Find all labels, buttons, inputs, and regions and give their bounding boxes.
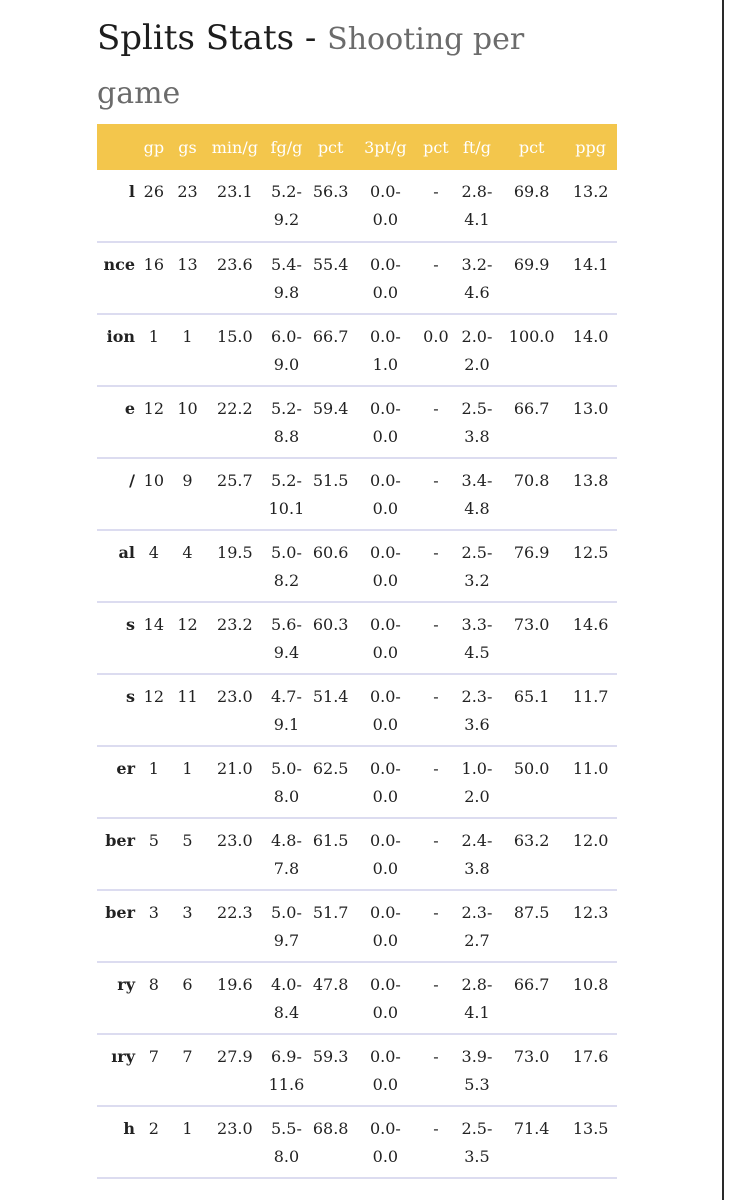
cell-gs: 5 — [182, 831, 193, 850]
cell-3pt — [354, 602, 417, 674]
cell-fg-line: 4.8- — [271, 831, 302, 850]
cell-fg — [265, 890, 307, 962]
cell-fg — [265, 746, 307, 818]
cell-3pt-line: 0.0- — [369, 182, 401, 201]
cell-split: s — [125, 687, 135, 706]
cell-3pt-line: 0.0 — [372, 1075, 399, 1094]
cell-ft-line: 4.6 — [464, 283, 490, 302]
cell-fg-pct: 62.5 — [312, 759, 349, 778]
cell-ft — [455, 242, 499, 314]
cell-fg-line: 5.4- — [271, 255, 302, 274]
cell-fg-line: 9.7 — [273, 931, 300, 950]
cell-fg-line: 4.7- — [271, 687, 302, 706]
table-row — [97, 1034, 617, 1106]
cell-ft-line: 4.1 — [464, 1003, 490, 1022]
title-main: Splits Stats - — [97, 18, 328, 58]
cell-gp: 1 — [148, 759, 159, 778]
cell-ft — [455, 602, 499, 674]
cell-3pt — [354, 818, 417, 890]
cell-gp: 16 — [143, 255, 165, 274]
cell-3pt-pct: - — [433, 831, 439, 850]
cell-min: 19.5 — [217, 543, 253, 562]
cell-fg-line: 9.0 — [273, 355, 300, 374]
cell-split: s — [125, 615, 135, 634]
title-sub: Shooting per game — [97, 22, 525, 111]
cell-ft-line: 3.2- — [461, 255, 493, 274]
cell-3pt-line: 0.0 — [372, 1003, 399, 1022]
cell-ft — [455, 458, 499, 530]
cell-fg-line: 5.2- — [271, 399, 302, 418]
cell-3pt-pct: - — [433, 975, 439, 994]
cell-gs: 6 — [182, 975, 193, 994]
cell-ft-line: 3.9- — [461, 1047, 493, 1066]
cell-split: ion — [106, 327, 135, 346]
cell-fg-line: 8.4 — [273, 1003, 300, 1022]
header-ppg[interactable]: ppg — [575, 137, 607, 157]
cell-ppg: 13.5 — [572, 1119, 609, 1138]
cell-ft-line: 4.5 — [464, 643, 490, 662]
cell-ft-pct: 76.9 — [513, 543, 550, 562]
table-header-row — [97, 124, 617, 170]
cell-ft-line: 3.2 — [464, 571, 490, 590]
cell-split: er — [116, 759, 135, 778]
cell-fg — [265, 602, 307, 674]
table-row — [97, 962, 617, 1034]
cell-min: 15.0 — [217, 327, 253, 346]
cell-ft-line: 2.4- — [461, 831, 493, 850]
cell-3pt-pct: - — [433, 903, 439, 922]
cell-ft — [455, 170, 499, 242]
page-title — [97, 12, 597, 120]
cell-fg — [265, 242, 307, 314]
cell-3pt-line: 0.0- — [369, 687, 401, 706]
header-fg-pct[interactable]: pct — [317, 137, 344, 157]
cell-3pt-pct: - — [433, 1119, 439, 1138]
cell-fg-line: 9.2 — [273, 210, 300, 229]
cell-3pt — [354, 530, 417, 602]
cell-gp: 26 — [143, 182, 165, 201]
cell-ft-line: 3.6 — [464, 715, 490, 734]
cell-gp: 14 — [143, 615, 165, 634]
cell-ft-line: 2.3- — [461, 903, 493, 922]
cell-min: 23.0 — [217, 831, 253, 850]
cell-gs: 12 — [177, 615, 198, 634]
header-gp[interactable]: gp — [143, 137, 165, 157]
cell-ft — [455, 962, 499, 1034]
cell-ft-line: 1.0- — [461, 759, 493, 778]
cell-min: 21.0 — [217, 759, 253, 778]
cell-gp: 7 — [148, 1047, 159, 1066]
cell-3pt-line: 0.0- — [369, 543, 401, 562]
cell-fg-line: 5.0- — [271, 759, 302, 778]
cell-fg-pct: 55.4 — [312, 255, 349, 274]
cell-3pt-line: 0.0 — [372, 427, 399, 446]
cell-ppg: 14.6 — [572, 615, 609, 634]
cell-3pt-line: 0.0- — [369, 903, 401, 922]
table-row — [97, 242, 617, 314]
table-row — [97, 314, 617, 386]
cell-ft-line: 3.3- — [461, 615, 493, 634]
cell-fg-pct: 56.3 — [312, 182, 349, 201]
cell-gs: 1 — [182, 327, 193, 346]
cell-3pt — [354, 458, 417, 530]
cell-3pt — [354, 314, 417, 386]
cell-ft-pct: 66.7 — [513, 975, 550, 994]
header-ft[interactable]: ft/g — [462, 137, 491, 157]
cell-fg-pct: 66.7 — [312, 327, 349, 346]
cell-ft-line: 5.3 — [464, 1075, 490, 1094]
cell-ft-pct: 100.0 — [508, 327, 555, 346]
cell-ft-line: 3.8 — [464, 859, 490, 878]
cell-gs: 23 — [177, 182, 198, 201]
cell-3pt-pct: - — [433, 1047, 439, 1066]
cell-ppg: 13.0 — [572, 399, 609, 418]
cell-gp: 12 — [143, 399, 165, 418]
cell-3pt — [354, 170, 417, 242]
cell-fg — [265, 314, 307, 386]
cell-3pt-pct: - — [433, 615, 439, 634]
cell-ppg: 11.0 — [572, 759, 609, 778]
cell-fg — [265, 1034, 307, 1106]
cell-fg-pct: 61.5 — [312, 831, 349, 850]
cell-ppg: 12.0 — [572, 831, 609, 850]
cell-ft-pct: 71.4 — [513, 1119, 550, 1138]
cell-gs: 9 — [182, 471, 193, 490]
cell-ft-line: 4.1 — [464, 210, 490, 229]
header-min[interactable]: min/g — [211, 137, 258, 157]
header-3pt-pct[interactable]: pct — [423, 137, 449, 157]
cell-fg-pct: 47.8 — [312, 975, 349, 994]
cell-ppg: 13.8 — [572, 471, 609, 490]
cell-ft-line: 3.4- — [461, 471, 493, 490]
cell-fg-pct: 59.3 — [312, 1047, 349, 1066]
cell-gp: 8 — [148, 975, 159, 994]
cell-ft — [455, 1034, 499, 1106]
cell-gs: 1 — [182, 759, 193, 778]
cell-fg-line: 5.5- — [271, 1119, 302, 1138]
cell-3pt-line: 0.0 — [372, 571, 399, 590]
cell-gp: 1 — [148, 327, 159, 346]
header-3pt[interactable]: 3pt/g — [364, 137, 407, 157]
cell-fg-line: 8.0 — [273, 1147, 300, 1166]
cell-fg — [265, 170, 307, 242]
cell-3pt — [354, 386, 417, 458]
cell-ft-pct: 69.9 — [513, 255, 550, 274]
cell-ft-pct: 73.0 — [513, 615, 550, 634]
cell-fg-line: 4.0- — [271, 975, 302, 994]
cell-ppg: 17.6 — [572, 1047, 609, 1066]
cell-ppg: 14.0 — [572, 327, 609, 346]
cell-ft-line: 2.8- — [461, 182, 493, 201]
header-fg[interactable]: fg/g — [270, 137, 303, 157]
cell-3pt — [354, 962, 417, 1034]
cell-ppg: 13.2 — [572, 182, 609, 201]
cell-gs: 10 — [177, 399, 198, 418]
cell-fg — [265, 962, 307, 1034]
cell-ft-pct: 63.2 — [513, 831, 550, 850]
cell-3pt-line: 0.0- — [369, 327, 401, 346]
table-row — [97, 530, 617, 602]
cell-3pt-line: 0.0 — [372, 1147, 399, 1166]
cell-ft-line: 2.5- — [461, 399, 493, 418]
cell-gp: 5 — [148, 831, 159, 850]
cell-3pt-line: 0.0 — [372, 210, 399, 229]
cell-3pt — [354, 890, 417, 962]
cell-3pt-line: 0.0- — [369, 831, 401, 850]
table-row — [97, 602, 617, 674]
cell-3pt — [354, 746, 417, 818]
cell-min: 22.2 — [217, 399, 253, 418]
cell-ft-pct: 65.1 — [513, 687, 550, 706]
cell-ft-line: 2.3- — [461, 687, 493, 706]
cell-3pt-line: 0.0- — [369, 255, 401, 274]
cell-fg-pct: 59.4 — [312, 399, 349, 418]
cell-fg-line: 10.1 — [268, 499, 305, 518]
header-split — [97, 124, 137, 170]
cell-fg-line: 5.0- — [271, 543, 302, 562]
stats-table-container[interactable] — [97, 124, 617, 1179]
cell-3pt-pct: 0.0 — [423, 327, 449, 346]
cell-gp: 3 — [148, 903, 159, 922]
cell-split: / — [129, 471, 135, 490]
cell-fg-pct: 51.4 — [312, 687, 349, 706]
cell-ft — [455, 746, 499, 818]
cell-fg-line: 6.0- — [271, 327, 302, 346]
cell-fg-pct: 68.8 — [312, 1119, 349, 1138]
cell-min: 25.7 — [217, 471, 253, 490]
cell-3pt-line: 0.0 — [372, 499, 399, 518]
cell-fg — [265, 1106, 307, 1178]
cell-3pt — [354, 1034, 417, 1106]
cell-split: nce — [103, 255, 135, 274]
cell-fg — [265, 530, 307, 602]
table-row — [97, 386, 617, 458]
cell-3pt — [354, 242, 417, 314]
cell-ft-pct: 73.0 — [513, 1047, 550, 1066]
cell-min: 22.3 — [217, 903, 253, 922]
cell-fg-line: 11.6 — [268, 1075, 305, 1094]
cell-3pt-line: 0.0 — [372, 643, 399, 662]
cell-gs: 7 — [182, 1047, 193, 1066]
cell-3pt — [354, 1106, 417, 1178]
cell-gs: 13 — [177, 255, 198, 274]
cell-ft — [455, 818, 499, 890]
cell-3pt-line: 0.0 — [372, 931, 399, 950]
cell-3pt-line: 0.0 — [372, 859, 399, 878]
cell-3pt — [354, 674, 417, 746]
cell-3pt-pct: - — [433, 255, 439, 274]
cell-split: ber — [105, 831, 135, 850]
cell-ft-pct: 87.5 — [513, 903, 550, 922]
table-row — [97, 458, 617, 530]
cell-min: 23.0 — [217, 687, 253, 706]
cell-3pt-line: 0.0 — [372, 715, 399, 734]
cell-fg-pct: 51.5 — [312, 471, 349, 490]
cell-ft-pct: 66.7 — [513, 399, 550, 418]
cell-ppg: 10.8 — [572, 975, 609, 994]
cell-fg-line: 8.0 — [273, 787, 300, 806]
cell-split: ry — [117, 975, 135, 994]
cell-fg-line: 9.1 — [273, 715, 300, 734]
cell-fg-line: 5.2- — [271, 471, 302, 490]
cell-fg-pct: 60.6 — [312, 543, 349, 562]
cell-fg-line: 7.8 — [273, 859, 300, 878]
cell-3pt-line: 0.0- — [369, 975, 401, 994]
cell-ft-pct: 69.8 — [513, 182, 550, 201]
cell-min: 27.9 — [217, 1047, 253, 1066]
cell-ft — [455, 386, 499, 458]
cell-ft-line: 2.0- — [461, 327, 493, 346]
cell-split: h — [123, 1119, 135, 1138]
cell-gs: 3 — [182, 903, 193, 922]
cell-ft-line: 2.5- — [461, 543, 493, 562]
cell-gp: 10 — [143, 471, 165, 490]
cell-fg — [265, 674, 307, 746]
cell-ft-line: 2.0 — [464, 355, 490, 374]
cell-ppg: 11.7 — [572, 687, 609, 706]
cell-3pt-line: 0.0- — [369, 615, 401, 634]
table-row — [97, 170, 617, 242]
cell-fg-line: 8.2 — [273, 571, 300, 590]
cell-3pt-line: 0.0 — [372, 787, 399, 806]
cell-gs: 4 — [182, 543, 193, 562]
cell-ft-line: 2.8- — [461, 975, 493, 994]
cell-3pt-pct: - — [433, 759, 439, 778]
cell-gp: 12 — [143, 687, 165, 706]
cell-3pt-line: 0.0- — [369, 471, 401, 490]
cell-ft — [455, 314, 499, 386]
header-gs[interactable]: gs — [178, 137, 197, 157]
cell-fg-line: 8.8 — [273, 427, 300, 446]
header-ft-pct[interactable]: pct — [518, 137, 545, 157]
cell-fg-line: 5.6- — [271, 615, 302, 634]
cell-ft-pct: 70.8 — [513, 471, 550, 490]
cell-3pt-pct: - — [433, 182, 439, 201]
cell-3pt-pct: - — [433, 543, 439, 562]
cell-min: 23.1 — [217, 182, 253, 201]
cell-3pt-line: 0.0- — [369, 399, 401, 418]
cell-3pt-line: 0.0- — [369, 1047, 401, 1066]
cell-min: 23.0 — [217, 1119, 253, 1138]
cell-ft-line: 2.0 — [464, 787, 490, 806]
cell-fg-line: 5.2- — [271, 182, 302, 201]
table-row — [97, 746, 617, 818]
cell-ft — [455, 530, 499, 602]
cell-3pt-pct: - — [433, 471, 439, 490]
cell-gp: 4 — [148, 543, 159, 562]
cell-ppg: 12.5 — [572, 543, 609, 562]
cell-ft — [455, 890, 499, 962]
cell-ft — [455, 674, 499, 746]
cell-min: 23.6 — [217, 255, 253, 274]
cell-fg-line: 6.9- — [271, 1047, 302, 1066]
cell-ft-line: 3.8 — [464, 427, 490, 446]
cell-ft-pct: 50.0 — [513, 759, 550, 778]
cell-gp: 2 — [148, 1119, 159, 1138]
table-row — [97, 890, 617, 962]
splits-stats-table — [97, 124, 617, 1179]
cell-fg-line: 9.4 — [273, 643, 300, 662]
cell-ft-line: 2.7 — [464, 931, 490, 950]
cell-ft-line: 4.8 — [464, 499, 490, 518]
cell-3pt-line: 0.0- — [369, 759, 401, 778]
cell-fg-line: 9.8 — [273, 283, 300, 302]
table-body — [97, 170, 617, 1178]
cell-split: l — [128, 182, 135, 201]
cell-fg-pct: 60.3 — [312, 615, 349, 634]
cell-gs: 11 — [177, 687, 198, 706]
cell-ft-line: 3.5 — [464, 1147, 490, 1166]
cell-3pt-line: 0.0- — [369, 1119, 401, 1138]
cell-fg — [265, 386, 307, 458]
table-row — [97, 818, 617, 890]
cell-ft-line: 2.5- — [461, 1119, 493, 1138]
cell-min: 23.2 — [217, 615, 253, 634]
cell-ppg: 14.1 — [572, 255, 609, 274]
cell-min: 19.6 — [217, 975, 253, 994]
cell-3pt-line: 0.0 — [372, 283, 399, 302]
cell-split: al — [118, 543, 135, 562]
cell-split: e — [124, 399, 135, 418]
cell-split: ıry — [111, 1047, 135, 1066]
cell-3pt-pct: - — [433, 687, 439, 706]
cell-fg — [265, 818, 307, 890]
cell-ppg: 12.3 — [572, 903, 609, 922]
cell-split: ber — [105, 903, 135, 922]
cell-fg-pct: 51.7 — [312, 903, 349, 922]
cell-ft — [455, 1106, 499, 1178]
cell-fg-line: 5.0- — [271, 903, 302, 922]
cell-gs: 1 — [182, 1119, 193, 1138]
cell-3pt-pct: - — [433, 399, 439, 418]
table-row — [97, 1106, 617, 1178]
cell-3pt-line: 1.0 — [372, 355, 399, 374]
table-row — [97, 674, 617, 746]
cell-fg — [265, 458, 307, 530]
